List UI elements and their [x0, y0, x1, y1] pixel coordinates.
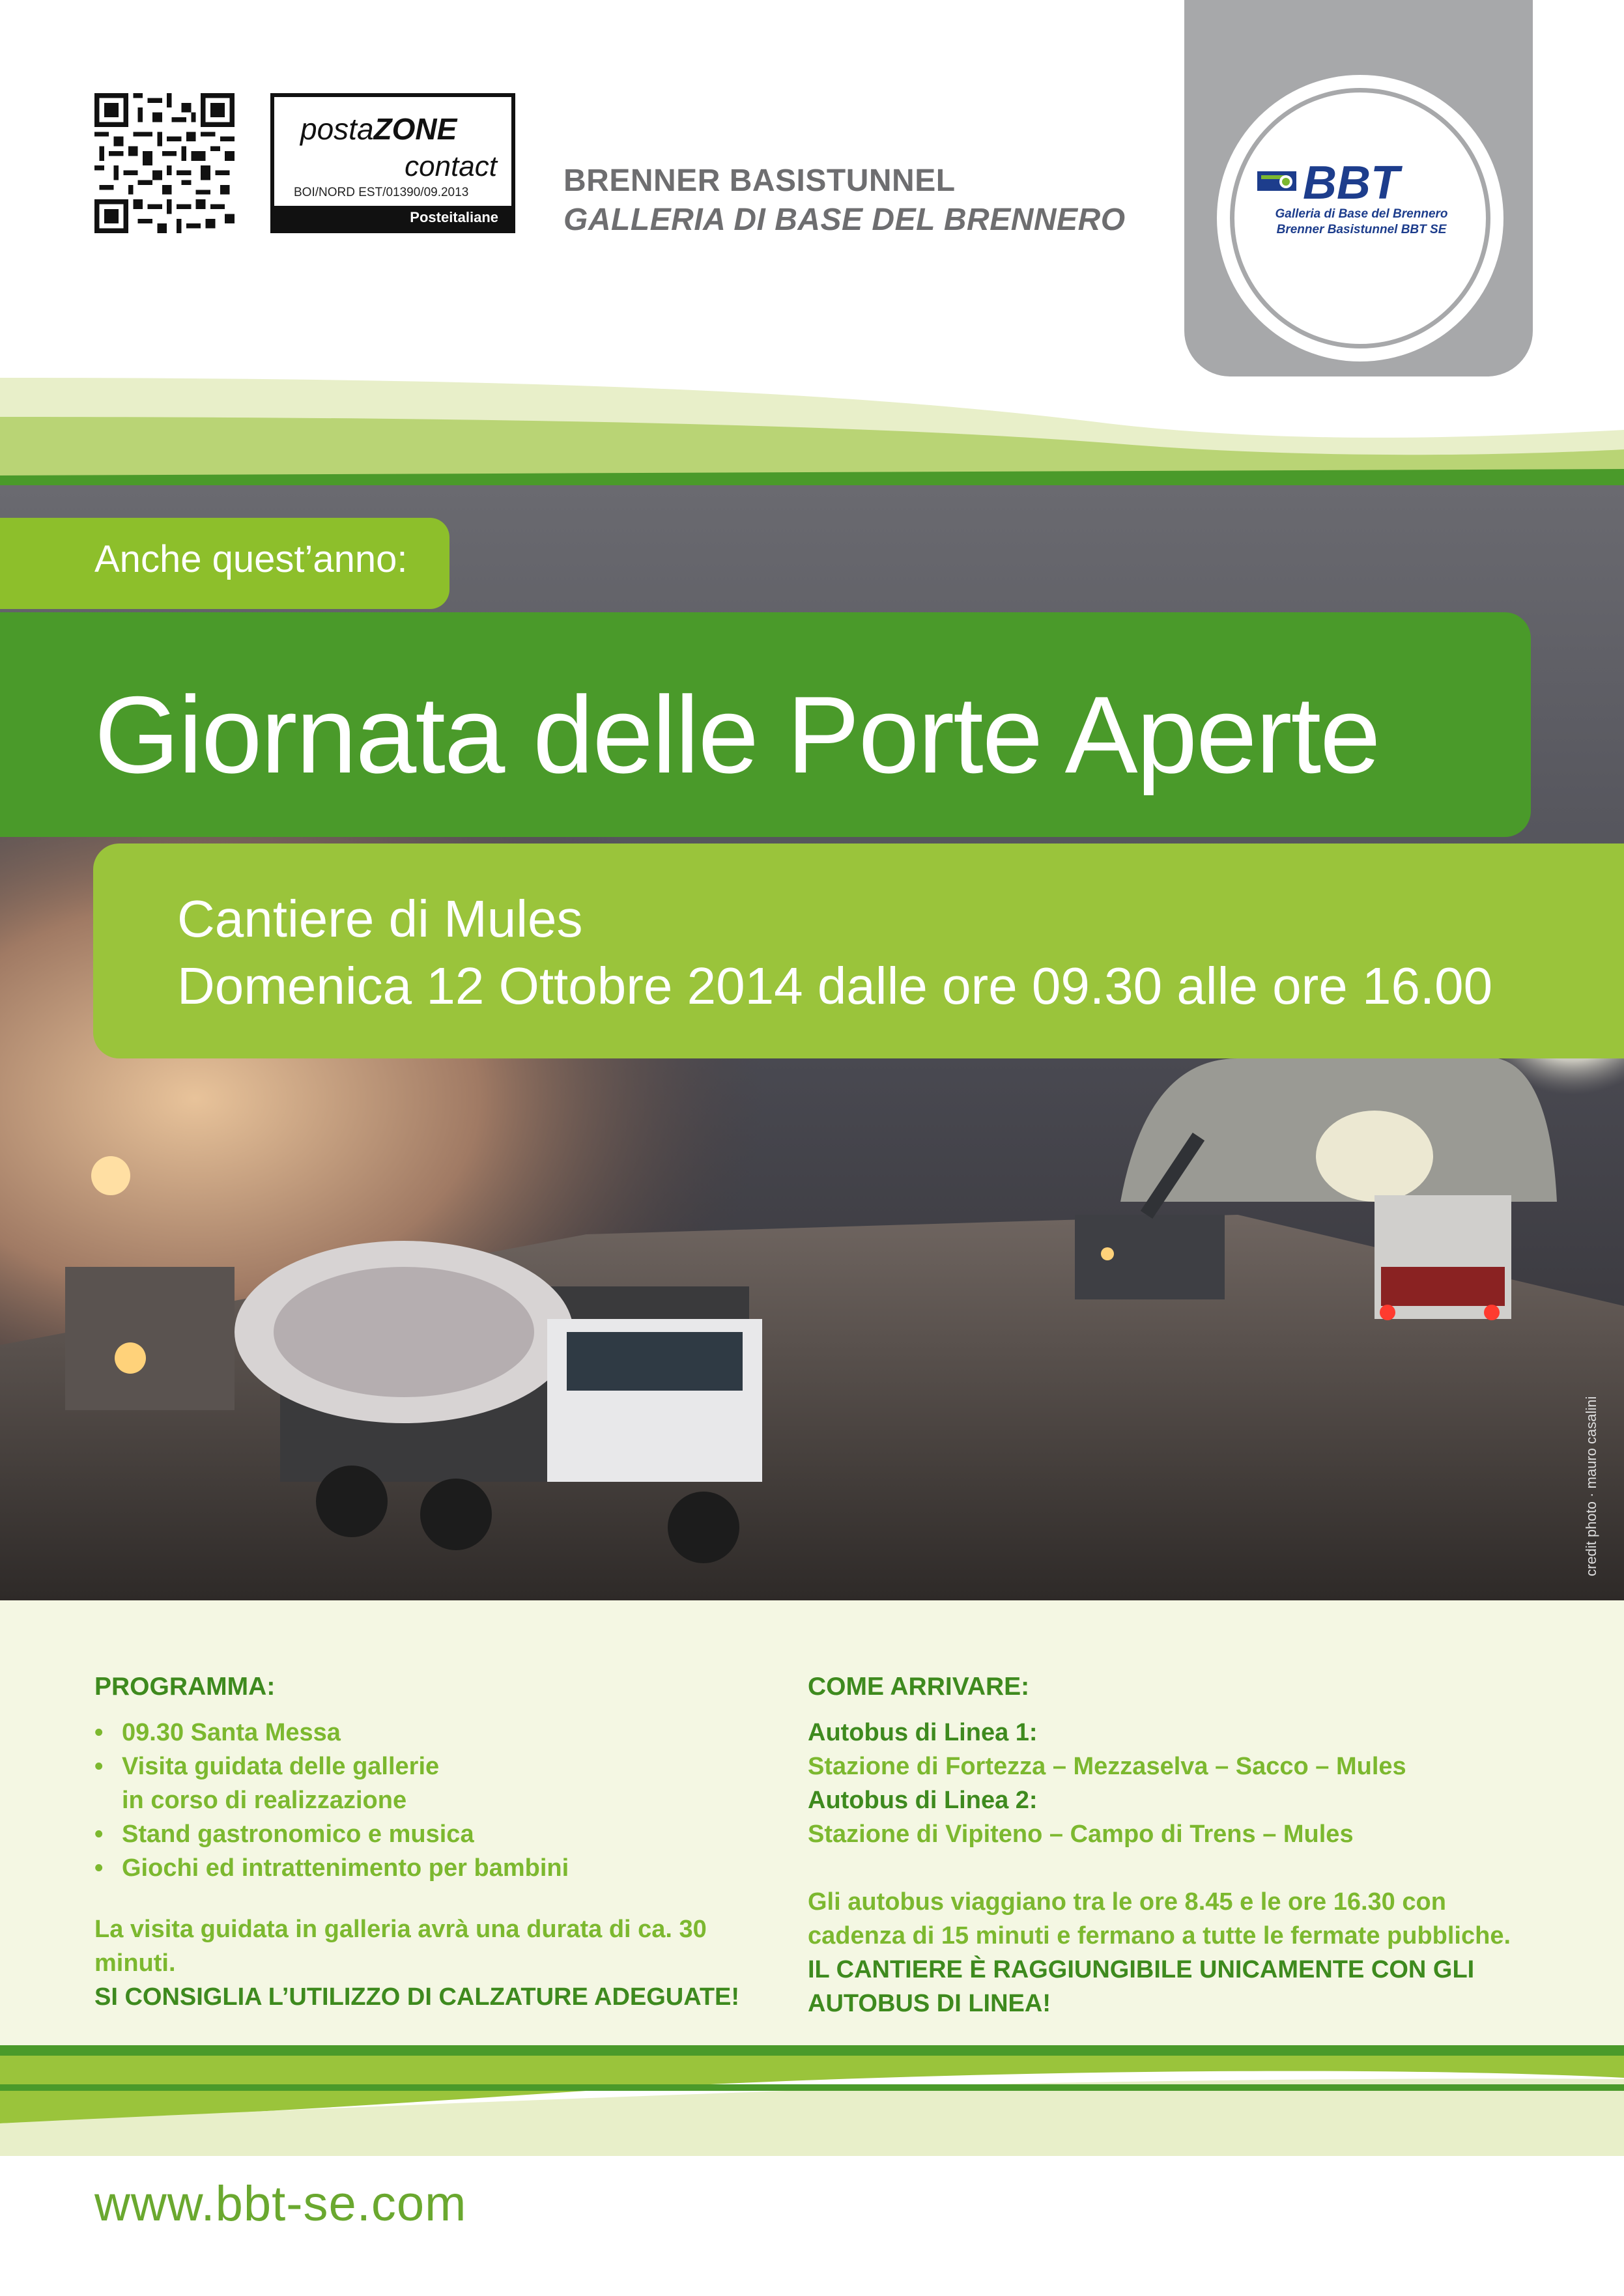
truck-right [1375, 1195, 1511, 1320]
kicker-text: Anche quest’anno: [94, 538, 408, 580]
event-details-banner [93, 843, 1624, 1058]
directions-column [808, 1673, 1576, 2020]
logo-subtitle-it: Galleria di Base del Brennero [1275, 207, 1448, 221]
bus-line2-label: Autobus di Linea 2: [808, 1787, 1038, 1814]
qr-code-image [94, 93, 235, 233]
bus-line1-route: Stazione di Fortezza – Mezzaselva – Sacco – Mules [808, 1753, 1406, 1780]
website-link[interactable]: www.bbt-se.com [94, 2176, 467, 2232]
program-column [94, 1673, 785, 2014]
green-wave-top [0, 365, 1624, 495]
directions-heading: COME ARRIVARE: [808, 1673, 1030, 1701]
logo-mark: BBT [1303, 160, 1399, 205]
bus-info-hours: Gli autobus viaggiano tra le ore 8.45 e le ore 16.30 con [808, 1888, 1446, 1916]
brand-title-it: GALLERIA DI BASE DEL BRENNERO [563, 203, 1126, 237]
event-title: Giornata delle Porte Aperte [94, 673, 1380, 796]
postazone-code: BOI/NORD EST/01390/09.2013 [294, 186, 469, 199]
program-item-continued: in corso di realizzazione [122, 1787, 407, 1814]
postazone-footer: Posteitaliane [274, 206, 511, 229]
event-datetime: Domenica 12 Ottobre 2014 dalle ore 09.30 alle ore 16.00 [177, 957, 1493, 1015]
program-note-duration: La visita guidata in galleria avrà una durata di ca. 30 minuti. [94, 1916, 707, 1977]
bus-line2-route: Stazione di Vipiteno – Campo di Trens – Mules [808, 1821, 1354, 1848]
postazone-title-light: posta [300, 112, 374, 146]
brand-title-de: BRENNER BASISTUNNEL [563, 163, 956, 198]
green-wave-bottom [0, 2045, 1624, 2156]
logo-subtitle-de: Brenner Basistunnel BBT SE [1276, 223, 1447, 236]
event-site: Cantiere di Mules [177, 890, 583, 948]
program-heading: PROGRAMMA: [94, 1673, 276, 1701]
program-item: • Stand gastronomico e musica [94, 1817, 785, 1851]
bus-info-notice: IL CANTIERE È RAGGIUNGIBILE UNICAMENTE CON GLI AUTOBUS DI LINEA! [808, 1956, 1475, 2017]
postazone-title-bold: ZONE [373, 112, 457, 146]
program-item: • 09.30 Santa Messa [94, 1716, 785, 1750]
program-item: • Visita guidata delle gallerie [94, 1750, 785, 1783]
postazone-stamp [270, 93, 515, 233]
program-list [94, 1716, 785, 1885]
photo-credit: credit photo · mauro casalini [1583, 1396, 1599, 1576]
postazone-title [300, 111, 457, 147]
program-item: • Giochi ed intrattenimento per bambini [94, 1851, 785, 1885]
bus-line1-label: Autobus di Linea 1: [808, 1719, 1038, 1746]
postazone-subtitle: contact [405, 150, 497, 182]
bus-info-frequency: cadenza di 15 minuti e fermano a tutte le fermate pubbliche. [808, 1922, 1511, 1949]
program-note-shoes: SI CONSIGLIA L’UTILIZZO DI CALZATURE ADEGUATE! [94, 1983, 740, 2011]
bbt-logo-icon [1257, 160, 1466, 205]
